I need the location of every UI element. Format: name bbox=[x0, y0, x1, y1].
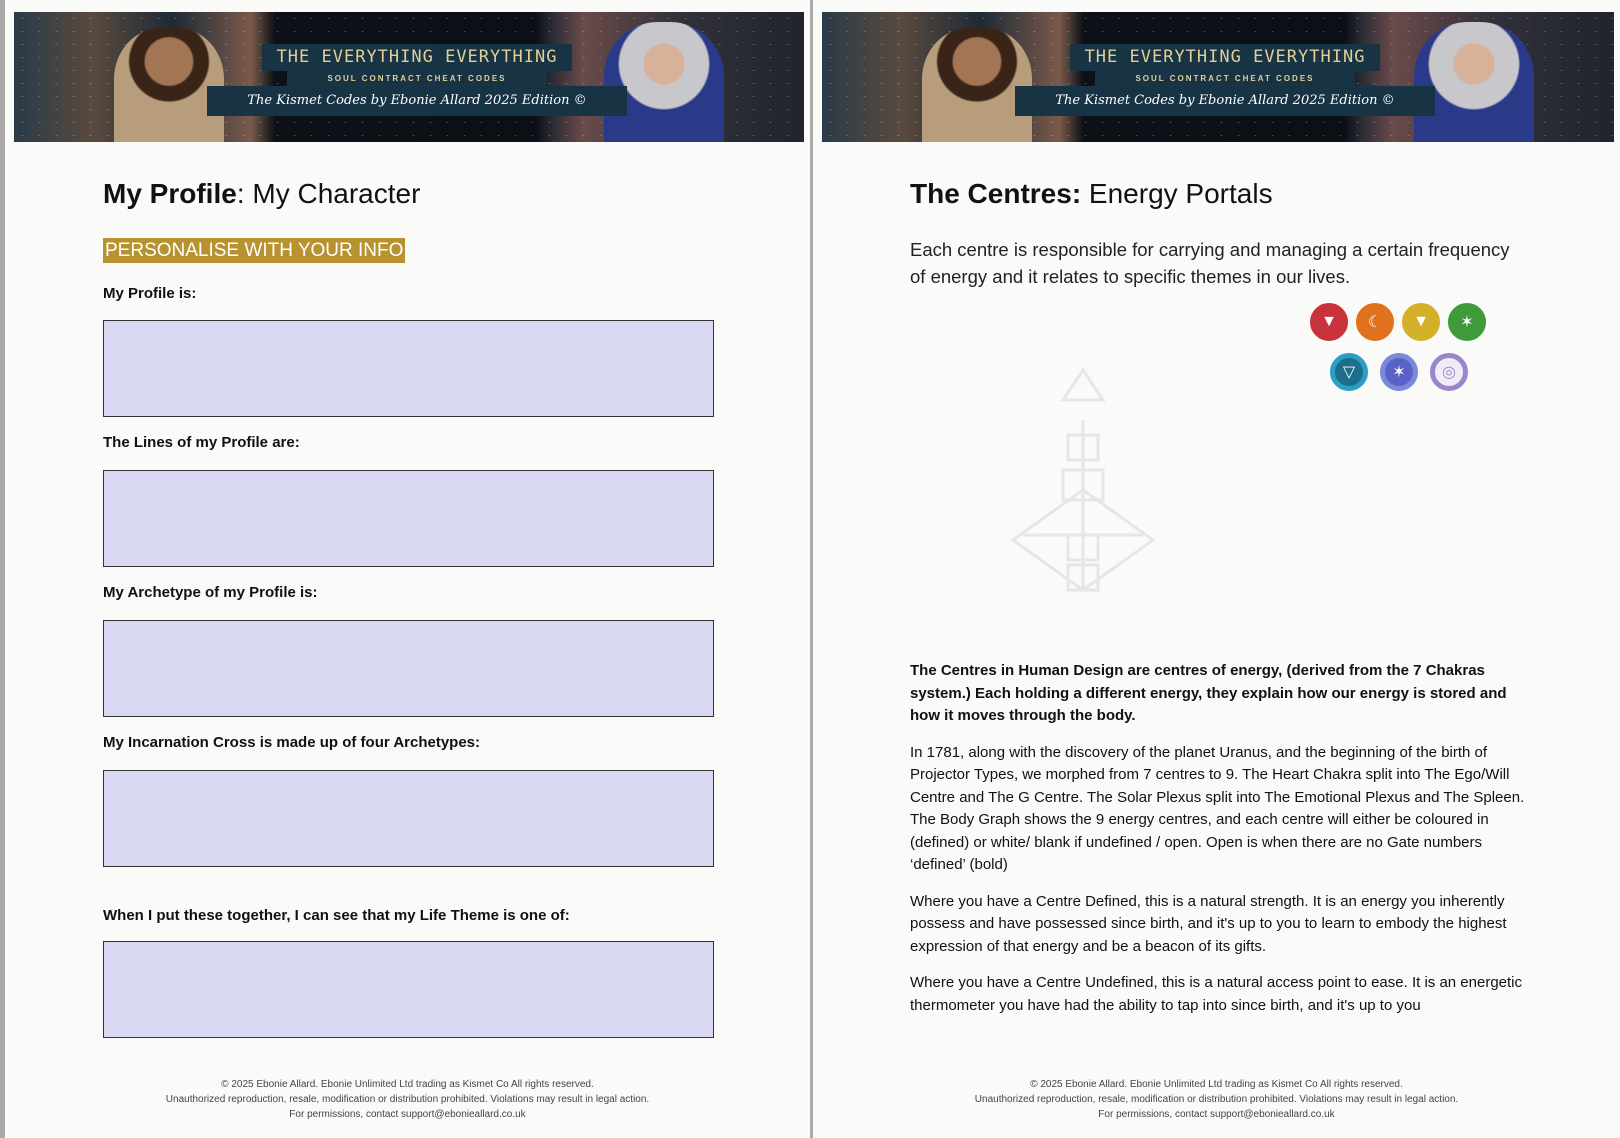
banner-subtitle: SOUL CONTRACT CHEAT CODES bbox=[287, 71, 547, 86]
personalise-highlight: PERSONALISE WITH YOUR INFO bbox=[105, 240, 404, 261]
field-label: The Lines of my Profile are: bbox=[103, 434, 300, 451]
field-label: My Profile is: bbox=[103, 285, 197, 302]
centres-bold-paragraph: The Centres in Human Design are centres of energy, (derived from the 7 Chakras system.) Each holding a different energy, they explain how our energy is stored and how it moves through the body. bbox=[910, 662, 1507, 724]
root-chakra-icon: ▼ bbox=[1310, 303, 1348, 341]
solar-plexus-chakra-icon: ▼ bbox=[1402, 303, 1440, 341]
woman-portrait bbox=[1414, 22, 1534, 142]
header-banner bbox=[822, 12, 1614, 142]
title-rest: Energy Portals bbox=[1081, 178, 1273, 209]
page-title bbox=[103, 178, 420, 210]
header-banner bbox=[14, 12, 804, 142]
throat-chakra-icon: ▽ bbox=[1330, 353, 1368, 391]
third-eye-chakra-icon: ✶ bbox=[1380, 353, 1418, 391]
page-title bbox=[910, 178, 1273, 210]
banner-tagline: The Kismet Codes by Ebonie Allard 2025 Edition © bbox=[1015, 86, 1435, 116]
field-label: When I put these together, I can see that my Life Theme is one of: bbox=[103, 907, 570, 924]
footer-copyright: © 2025 Ebonie Allard. Ebonie Unlimited Ltd trading as Kismet Co All rights reserved. bbox=[1030, 1079, 1403, 1090]
footer-contact: For permissions, contact support@ebonieallard.co.uk bbox=[1098, 1109, 1335, 1120]
man-portrait bbox=[114, 27, 224, 142]
defined-paragraph: Where you have a Centre Defined, this is a natural strength. It is an energy you inherently possess and have possessed since birth, and it's up to you to learn to embody the highest expression of that energy and be a beacon of its gifts. bbox=[910, 892, 1507, 955]
lines-input[interactable] bbox=[103, 470, 714, 567]
footer-contact: For permissions, contact support@ebonieallard.co.uk bbox=[289, 1109, 526, 1120]
footer bbox=[813, 1077, 1620, 1122]
banner-title: THE EVERYTHING EVERYTHING bbox=[262, 44, 572, 71]
undefined-paragraph: Where you have a Centre Undefined, this is a natural access point to ease. It is an energetic thermometer you have had the ability to tap into since birth, and it's up to you bbox=[910, 974, 1523, 1014]
footer bbox=[5, 1077, 810, 1122]
life-theme-input[interactable] bbox=[103, 941, 714, 1038]
man-portrait bbox=[922, 27, 1032, 142]
page-centres bbox=[813, 0, 1620, 1138]
history-paragraph: In 1781, along with the discovery of the planet Uranus, and the beginning of the birth of Projector Types, we morphed from 7 centres to 9. The Heart Chakra split into The Ego/Will Centre and The G Centre. The Solar Plexus split into The Emotional Plexus and The Spleen. The Body Graph shows the 9 energy centres, and each centre will either be coloured in (defined) or white/ blank if undefined / open. Open is when there are no Gate numbers ‘defined’ (bold) bbox=[910, 743, 1525, 873]
footer-warning: Unauthorized reproduction, resale, modification or distribution prohibited. Violations may result in legal action. bbox=[974, 1094, 1459, 1105]
bodygraph-watermark bbox=[923, 360, 1243, 620]
banner-subtitle: SOUL CONTRACT CHEAT CODES bbox=[1095, 71, 1355, 86]
banner-tagline: The Kismet Codes by Ebonie Allard 2025 Edition © bbox=[207, 86, 627, 116]
intro-text: Each centre is responsible for carrying and managing a certain frequency of energy and it relates to specific themes in our lives. bbox=[910, 239, 1510, 287]
field-label: My Archetype of my Profile is: bbox=[103, 584, 318, 601]
title-rest: : My Character bbox=[236, 178, 421, 209]
heart-chakra-icon: ✶ bbox=[1448, 303, 1486, 341]
footer-warning: Unauthorized reproduction, resale, modification or distribution prohibited. Violations may result in legal action. bbox=[165, 1094, 650, 1105]
woman-portrait bbox=[604, 22, 724, 142]
page-my-profile bbox=[5, 0, 810, 1138]
title-bold: My Profile bbox=[103, 178, 237, 209]
sacral-chakra-icon: ☾ bbox=[1356, 303, 1394, 341]
banner-title: THE EVERYTHING EVERYTHING bbox=[1070, 44, 1380, 71]
centres-text bbox=[910, 660, 1530, 1031]
profile-input[interactable] bbox=[103, 320, 714, 417]
footer-copyright: © 2025 Ebonie Allard. Ebonie Unlimited Ltd trading as Kismet Co All rights reserved. bbox=[221, 1079, 594, 1090]
title-bold: The Centres: bbox=[910, 178, 1082, 209]
field-label: My Incarnation Cross is made up of four Archetypes: bbox=[103, 734, 481, 751]
incarnation-cross-input[interactable] bbox=[103, 770, 714, 867]
archetype-input[interactable] bbox=[103, 620, 714, 717]
crown-chakra-icon: ◎ bbox=[1430, 353, 1468, 391]
